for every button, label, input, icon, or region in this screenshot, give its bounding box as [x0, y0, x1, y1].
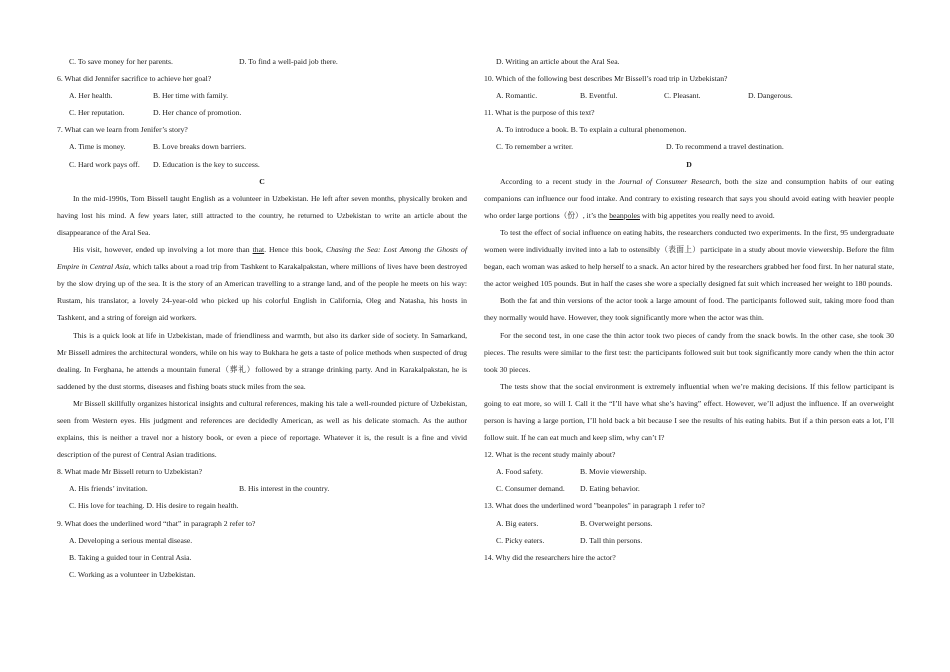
q8-option-a: A. His friends’ invitation.	[69, 484, 148, 494]
question-8: 8. What made Mr Bissell return to Uzbekistan?	[57, 467, 203, 477]
q12-option-c: C. Consumer demand.	[496, 484, 565, 494]
q10-option-c: C. Pleasant.	[664, 91, 701, 101]
q10-option-d: D. Dangerous.	[748, 91, 793, 101]
q6-option-c: C. Her reputation.	[69, 108, 125, 118]
q5-option-d: D. To find a well-paid job there.	[239, 57, 338, 66]
q13-option-a: A. Big eaters.	[496, 518, 539, 528]
passage-d-paragraph-1: According to a recent study in the Journal of Consumer Research, both the size and consumption habits of our eating companions can influence our food intake. And contrary to existing research that says you should avoid eating with heavier people who order large portions（份）, it’s the beanpoles with big appetites you really need to avoid.	[484, 176, 895, 220]
q8-option-b: B. His interest in the country.	[239, 484, 330, 494]
passage-c-paragraph-3: This is a quick look at life in Uzbekistan, made of friendliness and warmth, but also its darker side of society. In Samarkand, Mr Bissell admires the architectural wonders, while on his way to Bukhara he gets a taste of police methods when suspected of drug dealing. In Ferghana, he attends a mountain funeral（葬礼）followed by a strange drinking party. And in Karakalpakstan, he is saddened by the dust storms, diseases and fishing boats stuck miles from the sea.	[57, 330, 467, 391]
passage-c-paragraph-1: In the mid-1990s, Tom Bissell taught English as a volunteer in Uzbekistan. He left after seven months, physically broken and having lost his mind. A few years later, still attracted to the country, he returned to Uzbekistan to write an article about the disappearance of the Aral Sea.	[57, 193, 467, 237]
q11-options-row2	[484, 138, 894, 155]
q6-option-a: A. Her health.	[69, 91, 113, 101]
section-d-heading: D	[686, 159, 692, 169]
q6-options-row2	[57, 104, 467, 121]
question-13: 13. What does the underlined word "beanpoles" in paragraph 1 refer to?	[484, 501, 705, 511]
q12-options-row2	[484, 480, 894, 497]
q10-options	[484, 87, 894, 104]
q13-option-b: B. Overweight persons.	[580, 518, 653, 528]
q8-options-row1	[57, 480, 467, 497]
left-column	[57, 53, 467, 583]
q6-option-d: D. Her chance of promotion.	[153, 108, 242, 118]
passage-d-paragraph-4: For the second test, in one case the thin actor took two pieces of candy from the snack bowls. In the other case, she took 30 pieces. The results were similar to the first test: the participants followed suit but took significantly more candy when the thin actor took 30 pieces.	[484, 330, 894, 374]
q10-option-b: B. Eventful.	[580, 91, 618, 101]
q11-option-d: D. To recommend a travel destination.	[666, 142, 784, 152]
q5-options	[57, 53, 467, 70]
q9-option-a: A. Developing a serious mental disease.	[69, 535, 193, 545]
q13-options-row1	[484, 515, 894, 532]
underlined-word-beanpoles: beanpoles	[609, 210, 640, 220]
journal-title: Journal of Consumer Research	[618, 176, 720, 186]
q7-options-row2	[57, 156, 467, 173]
q7-option-b: B. Love breaks down barriers.	[153, 142, 247, 152]
book-title: Chasing the Sea: Lost Among the Ghosts of Empire in Central Asia	[57, 245, 467, 272]
q8-options-c-d: C. His love for teaching. D. His desire to regain health.	[69, 501, 239, 511]
q5-option-c: C. To save money for her parents.	[69, 57, 173, 66]
q10-option-a: A. Romantic.	[496, 91, 538, 101]
q6-option-b: B. Her time with family.	[153, 91, 229, 101]
q6-options-row1	[57, 87, 467, 104]
passage-c-paragraph-2: His visit, however, ended up involving a lot more than that. Hence this book, Chasing the Sea: Lost Among the Ghosts of Empire in Central Asia, which talks about a road trip from Tashkent to Karakalpakstan, where millions of lives have been destroyed by the slow drying up of the sea. It is the story of an American travelling to a strange land, and of the people he meets on his way: Rustam, his translator, a lovely 24-year-old who picked up his colorful English in California, Oleg and Natasha, his hosts in Tashkent, and a string of foreign aid workers.	[57, 245, 468, 323]
question-7: 7. What can we learn from Jenifer’s story?	[57, 125, 188, 135]
right-column	[484, 53, 894, 566]
q13-option-d: D. Tall thin persons.	[580, 535, 643, 545]
q12-option-d: D. Eating behavior.	[580, 484, 640, 494]
passage-d-paragraph-5: The tests show that the social environment is extremely influential when we’re making decisions. If this fellow participant is going to eat more, so will I. Call it the “I’ll have what she’s having” effect. However, we’ll adjust the influence. If an overweight person is having a large portion, I’ll hold back a bit because I see the results of his eating habits. But if a thin person eats a lot, I’ll follow suit. If he can eat much and keep slim, why can’t I?	[484, 381, 894, 443]
question-11: 11. What is the purpose of this text?	[484, 108, 595, 118]
q9-option-d: D. Writing an article about the Aral Sea.	[496, 57, 620, 66]
passage-d-paragraph-3: Both the fat and thin versions of the actor took a large amount of food. The participants followed suit, taking more food than they normally would have. However, they took significantly more when the actor was thin.	[484, 296, 894, 323]
passage-d-paragraph-2: To test the effect of social influence on eating habits, the researchers conducted two experiments. In the first, 95 undergraduate women were individually invited into a lab to ostensibly（表面上）participate in a study about movie viewership. Before the film began, each woman was asked to help herself to a snack. An actor hired by the researchers grabbed her food first. In her natural state, the actor weighed 105 pounds. But in half the cases she wore a specially designed fat suit which increased her weight to 180 pounds.	[484, 227, 894, 289]
q7-option-c: C. Hard work pays off.	[69, 159, 140, 169]
q11-options-a-b: A. To introduce a book. B. To explain a cultural phenomenon.	[496, 125, 687, 135]
question-6: 6. What did Jennifer sacrifice to achieve her goal?	[57, 74, 212, 84]
q7-option-a: A. Time is money.	[69, 142, 126, 152]
q12-option-b: B. Movie viewership.	[580, 467, 647, 477]
question-9: 9. What does the underlined word “that” in paragraph 2 refer to?	[57, 518, 256, 528]
q7-option-d: D. Education is the key to success.	[153, 159, 260, 169]
section-c-heading: C	[259, 176, 265, 186]
passage-c-paragraph-4: Mr Bissell skillfully organizes historical insights and cultural references, making his tale a well-rounded picture of Uzbekistan, seen from Western eyes. His judgment and references are decidedly American, as well as his delicate stomach. As the author explains, this is neither a travel nor a history book, or even a piece of reportage. Whatever it is, the result is a fine and vivid description of the purest of Central Asian traditions.	[57, 398, 467, 460]
q9-option-b: B. Taking a guided tour in Central Asia.	[69, 552, 192, 562]
q9-option-c: C. Working as a volunteer in Uzbekistan.	[69, 569, 196, 579]
q12-option-a: A. Food safety.	[496, 467, 543, 477]
q8-options-row2	[57, 497, 467, 514]
question-10: 10. Which of the following best describes Mr Bissell’s road trip in Uzbekistan?	[484, 74, 728, 84]
q13-option-c: C. Picky eaters.	[496, 535, 545, 545]
q12-options-row1	[484, 463, 894, 480]
q7-options-row1	[57, 138, 467, 155]
underlined-word-that: that	[252, 245, 265, 255]
question-14: 14. Why did the researchers hire the actor?	[484, 552, 616, 562]
question-12: 12. What is the recent study mainly about?	[484, 450, 616, 460]
q13-options-row2	[484, 532, 894, 549]
q11-option-c: C. To remember a writer.	[496, 142, 574, 152]
